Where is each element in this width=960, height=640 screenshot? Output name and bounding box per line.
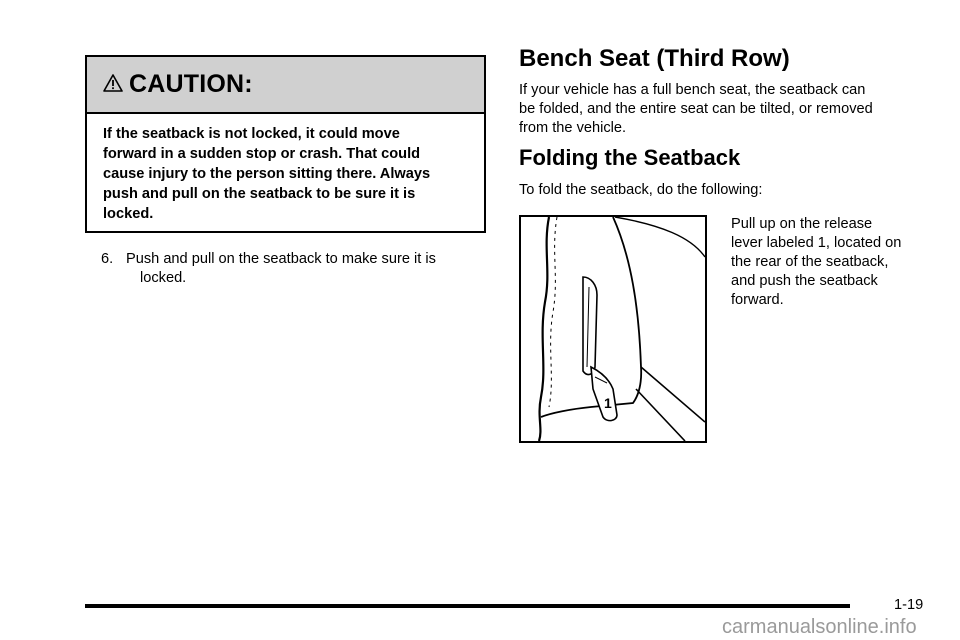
step-line: Push and pull on the seatback to make sure it is xyxy=(126,251,436,267)
figure-caption xyxy=(731,215,931,310)
warning-triangle-icon xyxy=(103,74,123,92)
caption-line: forward. xyxy=(731,292,784,308)
caption-line: lever labeled 1, located on xyxy=(731,235,902,251)
step-text xyxy=(117,250,436,288)
caution-line: forward in a sudden stop or crash. That could xyxy=(103,146,421,162)
paragraph-line: If your vehicle has a full bench seat, the seatback can xyxy=(519,82,866,98)
caution-line: If the seatback is not locked, it could move xyxy=(103,126,400,142)
step-number: 6. xyxy=(101,251,114,267)
folding-heading: Folding the Seatback xyxy=(519,145,741,170)
paragraph-line: from the vehicle. xyxy=(519,120,627,136)
footer-rule xyxy=(85,604,850,608)
caption-line: and push the seatback xyxy=(731,273,878,289)
caution-line: push and pull on the seatback to be sure it is xyxy=(103,186,416,202)
lever-label: 1 xyxy=(604,395,612,411)
step-6 xyxy=(101,250,481,288)
seatback-illustration xyxy=(519,215,707,443)
caution-box xyxy=(85,55,486,233)
seatback-drawing xyxy=(521,217,705,441)
caution-text xyxy=(87,114,484,224)
caption-line: Pull up on the release xyxy=(731,216,873,232)
caution-header xyxy=(87,57,484,114)
caution-title: CAUTION: xyxy=(129,70,253,98)
caption-line: the rear of the seatback, xyxy=(731,254,889,270)
step-line: locked. xyxy=(140,270,187,286)
caution-line: cause injury to the person sitting there. Always xyxy=(103,166,431,182)
watermark: carmanualsonline.info xyxy=(722,616,917,638)
paragraph-line: be folded, and the entire seat can be tilted, or removed xyxy=(519,101,873,117)
bench-seat-paragraph xyxy=(519,81,939,138)
page-number: 1-19 xyxy=(894,597,924,613)
bench-seat-heading: Bench Seat (Third Row) xyxy=(519,45,790,72)
caution-line: locked. xyxy=(103,206,154,222)
folding-paragraph: To fold the seatback, do the following: xyxy=(519,182,763,198)
